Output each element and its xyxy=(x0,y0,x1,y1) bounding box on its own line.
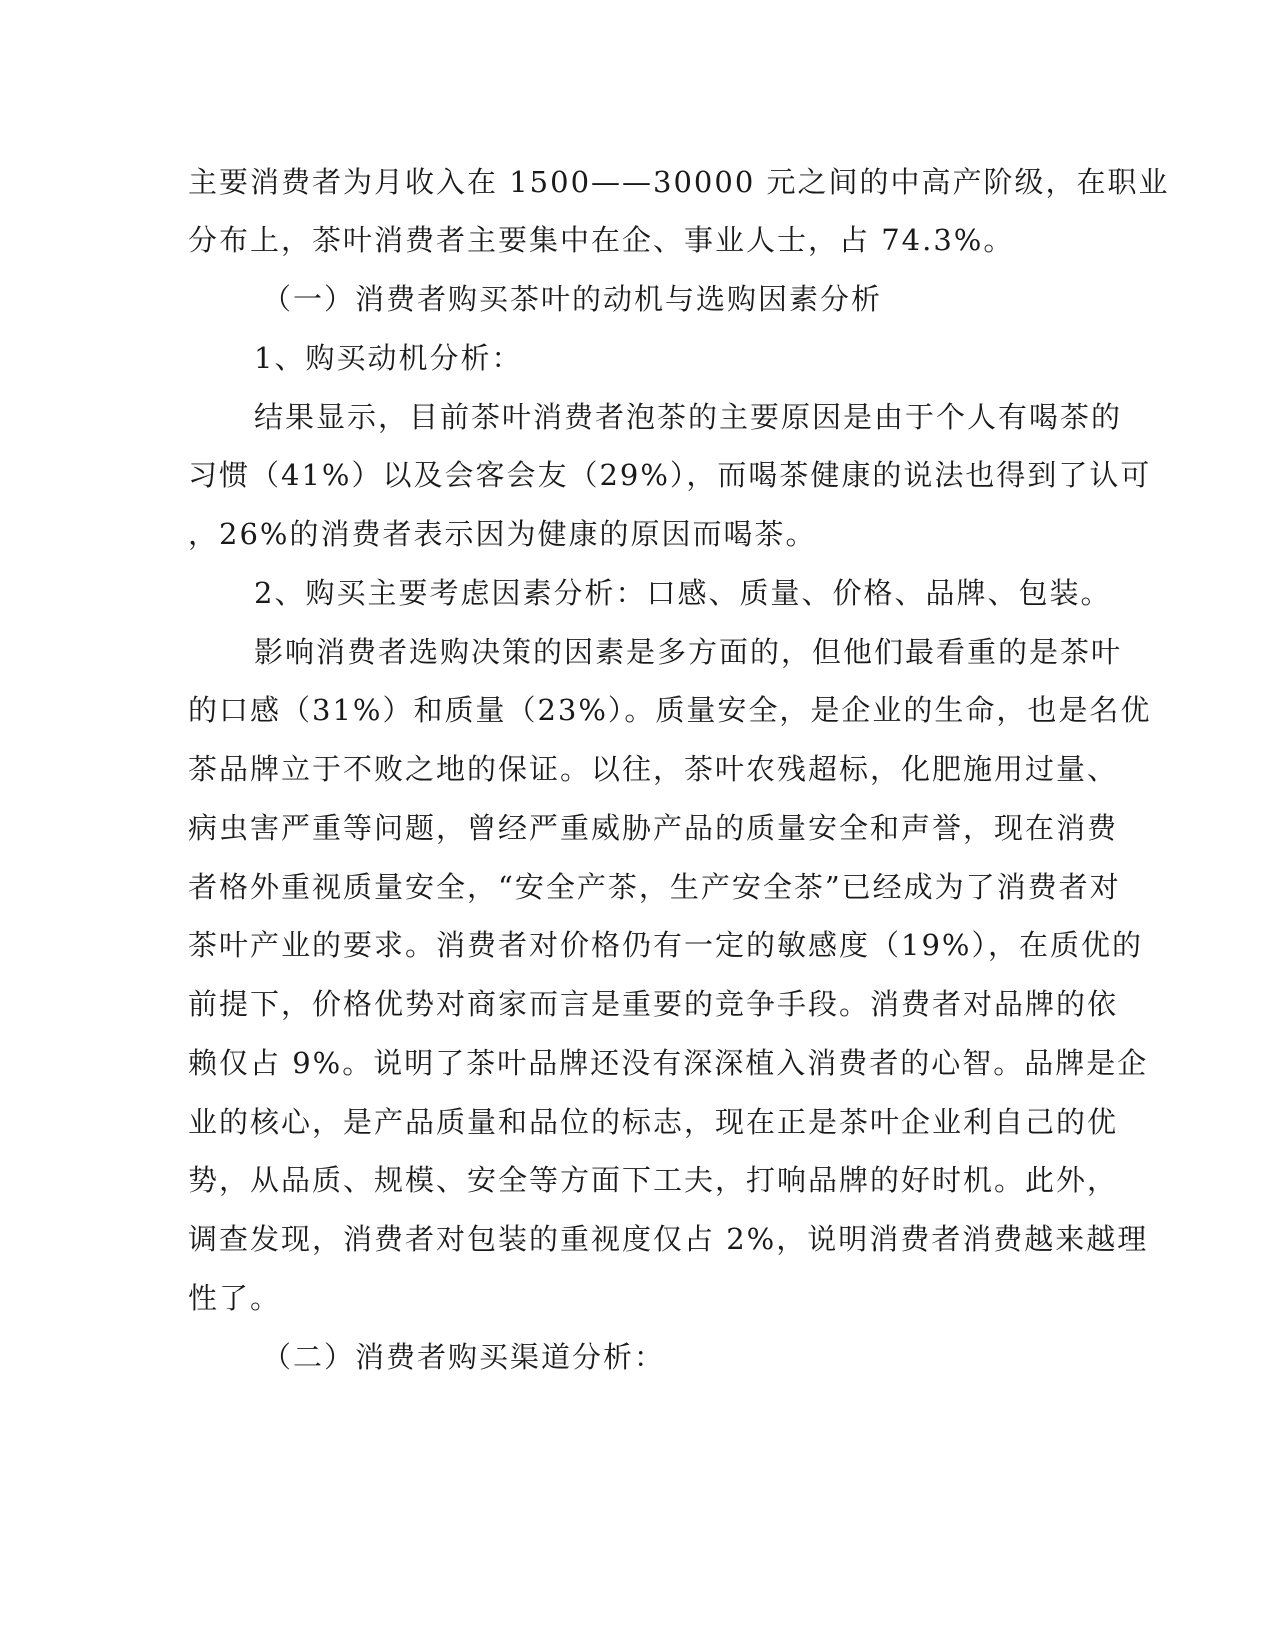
paragraph-line: 习惯（41%）以及会客会友（29%），而喝茶健康的说法也得到了认可 xyxy=(188,458,1152,492)
paragraph-line: 者格外重视质量安全，“安全产茶，生产安全茶”已经成为了消费者对 xyxy=(188,870,1121,904)
subsection-heading: 2、购买主要考虑因素分析：口感、质量、价格、品牌、包装。 xyxy=(254,576,1112,610)
paragraph-line: 赖仅占 9%。说明了茶叶品牌还没有深深植入消费者的心智。品牌是企 xyxy=(188,1046,1149,1080)
paragraph-line: 业的核心，是产品质量和品位的标志，现在正是茶叶企业利自己的优 xyxy=(188,1105,1119,1139)
paragraph-line: 前提下，价格优势对商家而言是重要的竞争手段。消费者对品牌的依 xyxy=(188,987,1119,1021)
subsection-heading: 1、购买动机分析： xyxy=(254,341,523,375)
paragraph-line: ，26%的消费者表示因为健康的原因而喝茶。 xyxy=(188,517,817,551)
paragraph-line: 病虫害严重等问题，曾经严重威胁产品的质量安全和声誉，现在消费 xyxy=(188,811,1119,845)
paragraph-line: 分布上，茶叶消费者主要集中在企、事业人士，占 74.3%。 xyxy=(188,223,1015,257)
paragraph-line: 的口感（31%）和质量（23%）。质量安全，是企业的生命，也是名优 xyxy=(188,693,1152,727)
paragraph-line: 茶叶产业的要求。消费者对价格仍有一定的敏感度（19%），在质优的 xyxy=(188,928,1143,962)
paragraph-line: 结果显示，目前茶叶消费者泡茶的主要原因是由于个人有喝茶的 xyxy=(254,400,1123,434)
section-heading: （一）消费者购买茶叶的动机与选购因素分析 xyxy=(262,282,883,316)
paragraph-line: 影响消费者选购决策的因素是多方面的，但他们最看重的是茶叶 xyxy=(254,635,1123,669)
paragraph-line: 主要消费者为月收入在 1500——30000 元之间的中高产阶级，在职业 xyxy=(188,165,1170,199)
paragraph-line: 势，从品质、规模、安全等方面下工夫，打响品牌的好时机。此外， xyxy=(188,1163,1119,1197)
section-heading: （二）消费者购买渠道分析： xyxy=(262,1340,666,1374)
paragraph-line: 调查发现，消费者对包装的重视度仅占 2%，说明消费者消费越来越理 xyxy=(188,1222,1149,1256)
paragraph-line: 性了。 xyxy=(188,1281,282,1315)
paragraph-line: 茶品牌立于不败之地的保证。以往，茶叶农残超标，化肥施用过量、 xyxy=(188,752,1119,786)
